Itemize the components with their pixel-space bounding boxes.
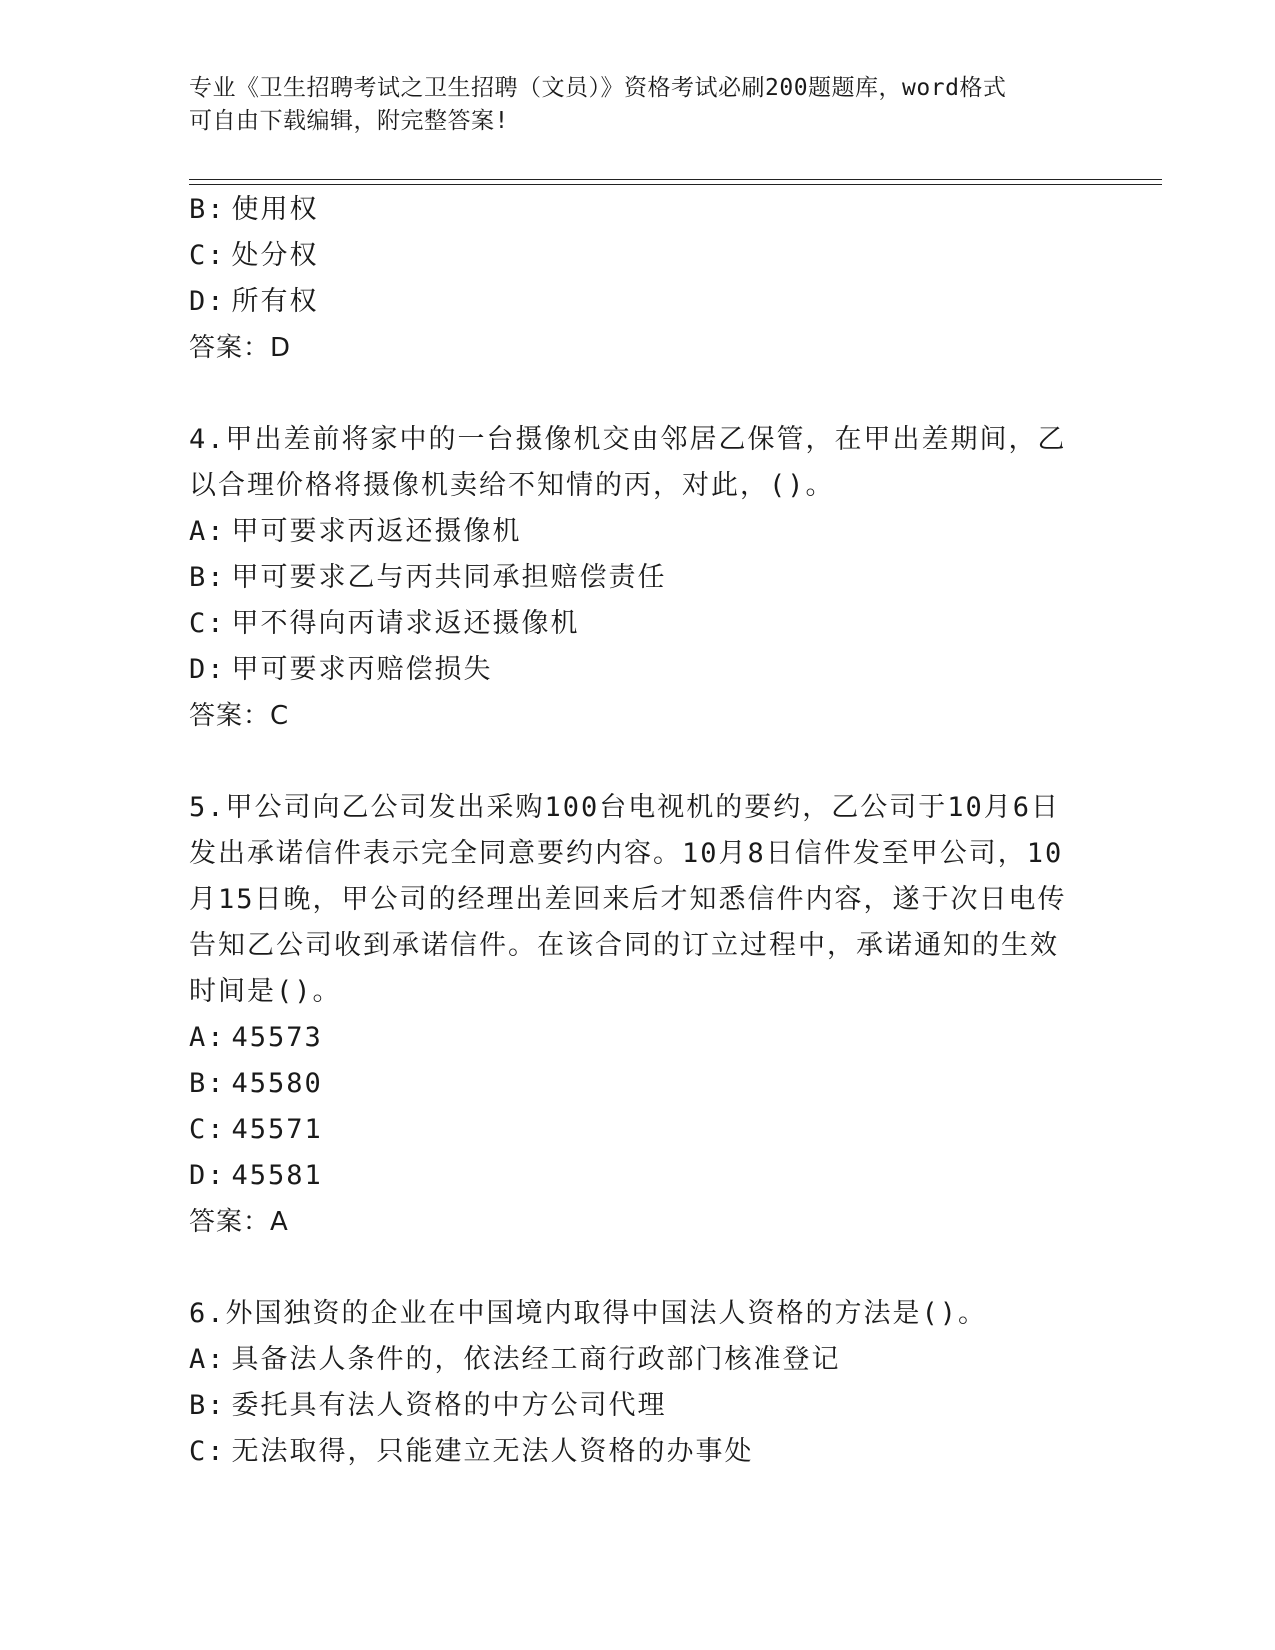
page-header: [189, 72, 1089, 138]
option-b: B: 甲可要求乙与丙共同承担赔偿责任: [189, 562, 667, 593]
question-text-line: 以合理价格将摄像机卖给不知情的丙，对此，()。: [189, 470, 835, 501]
option-c: C: 45571: [189, 1114, 323, 1145]
question-text-line: 5.甲公司向乙公司发出采购100台电视机的要约，乙公司于10月6日: [189, 792, 1061, 823]
spacer: [189, 739, 1089, 785]
answer: 答案：D: [189, 333, 292, 363]
option-a: A: 具备法人条件的，依法经工商行政部门核准登记: [189, 1344, 841, 1375]
question-5-block: [189, 785, 1089, 1245]
option-c: C: 甲不得向丙请求返还摄像机: [189, 608, 580, 639]
spacer: [189, 1245, 1089, 1291]
option-b: B: 使用权: [189, 194, 319, 225]
option-d: D: 甲可要求丙赔偿损失: [189, 654, 493, 685]
option-b: B: 委托具有法人资格的中方公司代理: [189, 1390, 667, 1421]
header-line-1: 专业《卫生招聘考试之卫生招聘（文员）》资格考试必刷200题题库，word格式: [189, 75, 1007, 101]
question-text-line: 时间是()。: [189, 976, 342, 1007]
option-d: D: 45581: [189, 1160, 323, 1191]
option-c: C: 处分权: [189, 240, 319, 271]
question-text-line: 6.外国独资的企业在中国境内取得中国法人资格的方法是()。: [189, 1298, 988, 1329]
answer: 答案：A: [189, 1207, 289, 1237]
header-line-2: 可自由下载编辑，附完整答案!: [189, 108, 509, 134]
spacer: [189, 371, 1089, 417]
question-text-line: 4.甲出差前将家中的一台摄像机交由邻居乙保管，在甲出差期间，乙: [189, 424, 1067, 455]
question-content: [189, 187, 1089, 1475]
option-b: B: 45580: [189, 1068, 323, 1099]
option-a: A: 甲可要求丙返还摄像机: [189, 516, 522, 547]
question-4-block: [189, 417, 1089, 739]
question-3-block: [189, 187, 1089, 371]
header-rule-top: [189, 179, 1162, 180]
answer: 答案：C: [189, 701, 290, 731]
option-c: C: 无法取得，只能建立无法人资格的办事处: [189, 1436, 754, 1467]
question-6-block: [189, 1291, 1089, 1475]
question-text-line: 发出承诺信件表示完全同意要约内容。10月8日信件发至甲公司，10: [189, 838, 1064, 869]
question-text-line: 月15日晚，甲公司的经理出差回来后才知悉信件内容，遂于次日电传: [189, 884, 1067, 915]
option-a: A: 45573: [189, 1022, 323, 1053]
question-text-line: 告知乙公司收到承诺信件。在该合同的订立过程中，承诺通知的生效: [189, 930, 1059, 961]
option-d: D: 所有权: [189, 286, 319, 317]
header-rule-bottom: [189, 184, 1162, 185]
